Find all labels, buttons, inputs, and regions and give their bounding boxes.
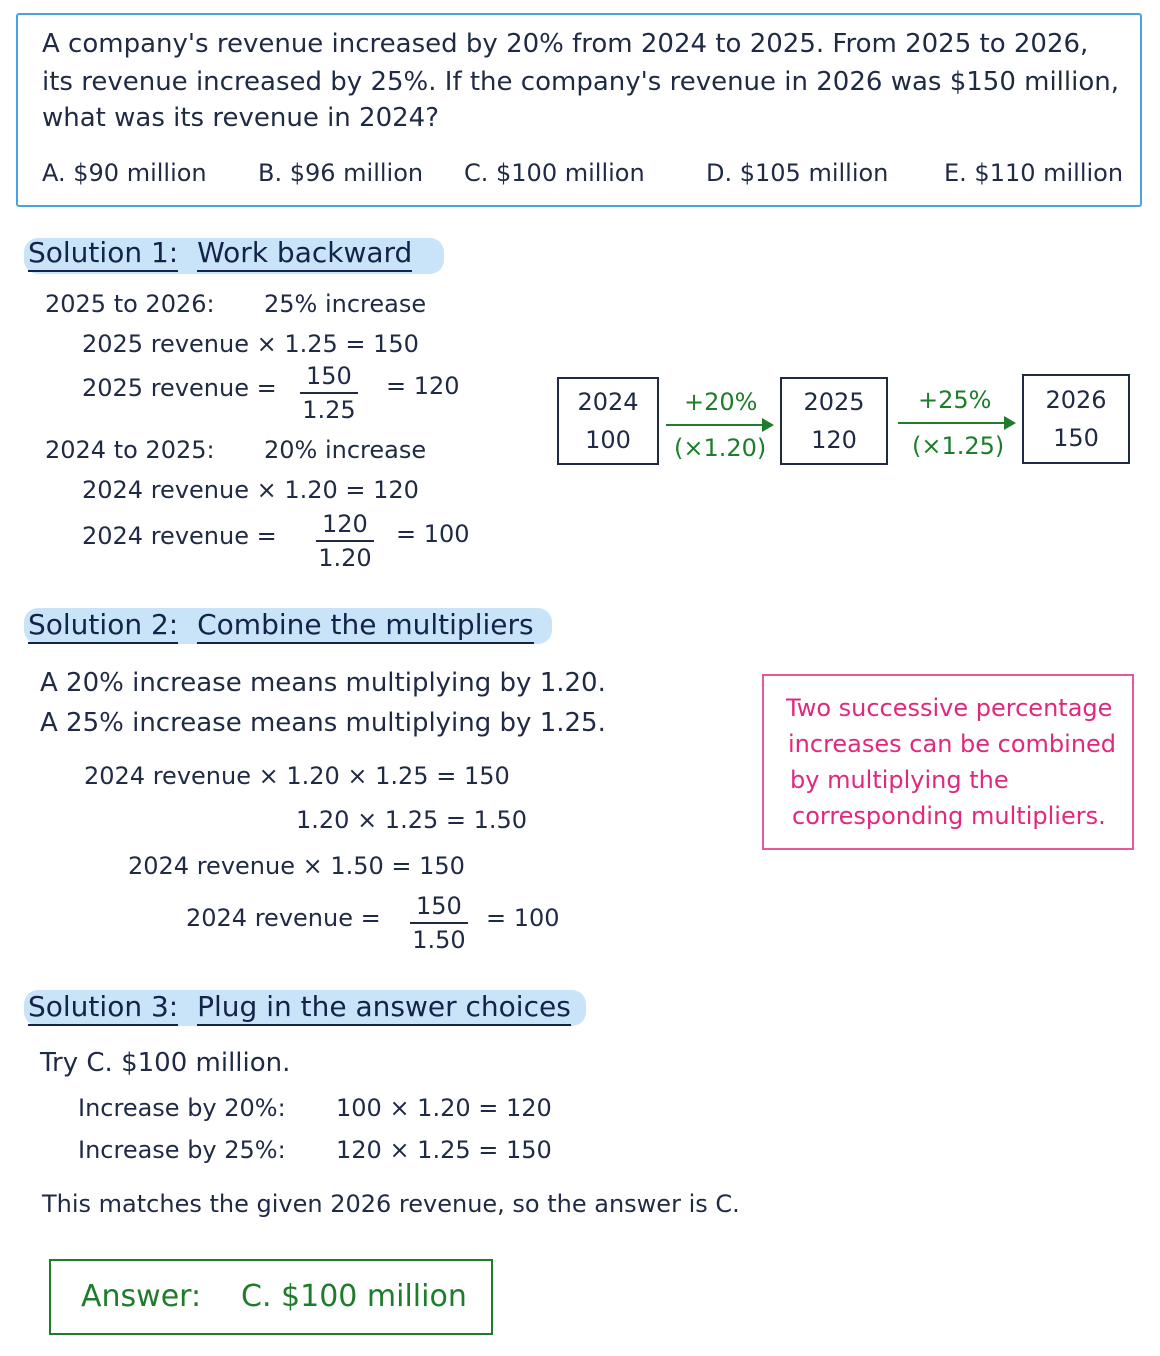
s3-inc1-eq: 100 × 1.20 = 120 — [336, 1094, 552, 1122]
choice-b: B. $96 million — [258, 159, 424, 187]
timeline-year-2026: 2026 — [1045, 386, 1107, 414]
s2-eq4-result: = 100 — [486, 904, 560, 932]
solution3-heading — [28, 990, 571, 1023]
s3-inc1-label: Increase by 20%: — [78, 1094, 286, 1122]
timeline-value-2025: 120 — [811, 426, 857, 454]
timeline-arrow2-pct: +25% — [918, 386, 992, 414]
timeline-box-2026 — [1022, 374, 1130, 464]
answer-box — [49, 1259, 493, 1335]
timeline-value-2026: 150 — [1053, 424, 1099, 452]
s3-inc2-label: Increase by 25%: — [78, 1136, 286, 1164]
timeline-arrow1-mult: (×1.20) — [674, 434, 767, 462]
solution1-label: Solution 1: — [28, 236, 178, 272]
problem-box — [16, 13, 1142, 207]
note-box — [762, 674, 1134, 850]
timeline-arrow1-pct: +20% — [684, 388, 758, 416]
note-line-3: by multiplying the — [790, 766, 1009, 794]
s2-line-1: A 20% increase means multiplying by 1.20. — [40, 668, 606, 698]
s2-eq-2: 1.20 × 1.25 = 1.50 — [296, 806, 528, 834]
choice-e: E. $110 million — [944, 159, 1124, 187]
choice-c: C. $100 million — [464, 159, 645, 187]
timeline-arrow2-mult: (×1.25) — [912, 432, 1005, 460]
s2-eq4-den: 1.50 — [412, 926, 466, 954]
note-line-1: Two successive percentage — [786, 694, 1113, 722]
solution2-title: Combine the multipliers — [197, 608, 533, 644]
s1-step1-num: 150 — [300, 362, 358, 394]
timeline-year-2025: 2025 — [803, 388, 865, 416]
choice-a: A. $90 million — [42, 159, 207, 187]
s1-step2-desc: 20% increase — [264, 436, 427, 464]
s2-eq-1: 2024 revenue × 1.20 × 1.25 = 150 — [84, 762, 510, 790]
s1-step1-lhs: 2025 revenue = — [82, 374, 277, 402]
timeline-year-2024: 2024 — [577, 388, 639, 416]
s1-step1-fraction — [300, 362, 358, 424]
s2-eq4-num: 150 — [410, 892, 468, 924]
s3-inc2-eq: 120 × 1.25 = 150 — [336, 1136, 552, 1164]
s2-eq4-fraction — [410, 892, 468, 954]
solution1-heading — [28, 236, 412, 269]
timeline-box-2024 — [557, 377, 659, 465]
s1-step1-eq: 2025 revenue × 1.25 = 150 — [82, 330, 419, 358]
choice-d: D. $105 million — [706, 159, 889, 187]
s1-step1-den: 1.25 — [302, 396, 356, 424]
timeline-value-2024: 100 — [585, 426, 631, 454]
answer-label: Answer: — [81, 1279, 202, 1314]
problem-line-3: what was its revenue in 2024? — [42, 103, 440, 133]
s1-step2-lhs: 2024 revenue = — [82, 522, 277, 550]
s2-eq4-lhs: 2024 revenue = — [186, 904, 381, 932]
s1-step2-eq: 2024 revenue × 1.20 = 120 — [82, 476, 419, 504]
s1-step2-head: 2024 to 2025: — [45, 436, 215, 464]
problem-line-1: A company's revenue increased by 20% from 2024 to 2025. From 2025 to 2026, — [42, 29, 1089, 59]
note-line-4: corresponding multipliers. — [792, 802, 1106, 830]
s1-step2-num: 120 — [316, 510, 374, 542]
timeline-box-2025 — [780, 377, 888, 465]
s3-try: Try C. $100 million. — [40, 1048, 291, 1078]
s1-step2-den: 1.20 — [318, 544, 372, 572]
answer-value: C. $100 million — [241, 1279, 467, 1314]
problem-line-2: its revenue increased by 25%. If the company's revenue in 2026 was $150 million, — [42, 67, 1120, 97]
s2-line-2: A 25% increase means multiplying by 1.25. — [40, 708, 606, 738]
s2-eq-3: 2024 revenue × 1.50 = 150 — [128, 852, 465, 880]
timeline-arrow-2 — [898, 422, 1014, 424]
s3-conclusion: This matches the given 2026 revenue, so the answer is C. — [42, 1190, 740, 1218]
solution2-label: Solution 2: — [28, 608, 178, 644]
solution3-label: Solution 3: — [28, 990, 178, 1026]
s1-step2-fraction — [316, 510, 374, 572]
s1-step1-desc: 25% increase — [264, 290, 427, 318]
s1-step1-result: = 120 — [386, 372, 460, 400]
timeline-arrow-1 — [666, 424, 772, 426]
s1-step1-head: 2025 to 2026: — [45, 290, 215, 318]
solution3-title: Plug in the answer choices — [197, 990, 571, 1026]
s1-step2-result: = 100 — [396, 520, 470, 548]
solution1-title: Work backward — [197, 236, 412, 272]
note-line-2: increases can be combined — [788, 730, 1117, 758]
solution2-heading — [28, 608, 534, 641]
